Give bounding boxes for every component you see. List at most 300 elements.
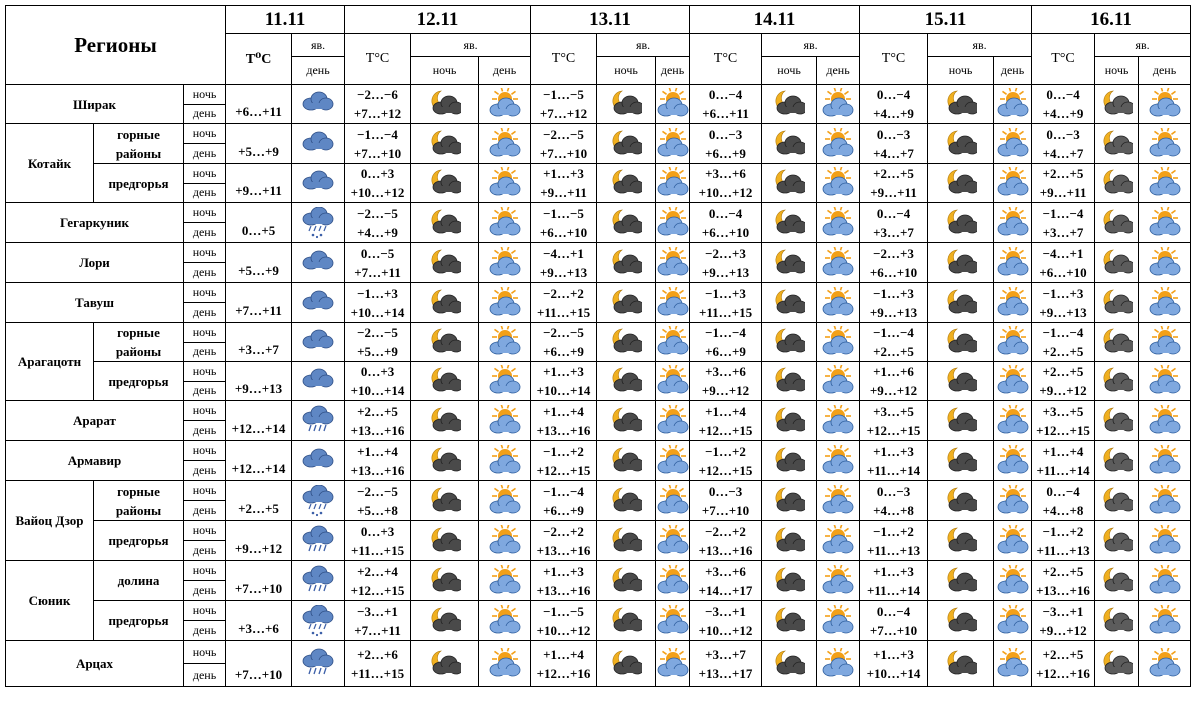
subregion-cell (94, 561, 184, 601)
moon-dark-cloud-icon (945, 365, 977, 397)
temp-night: +3…+7 (705, 646, 746, 662)
phen-night-cell (762, 243, 817, 283)
temp-cell (345, 164, 411, 203)
moon-dark-cloud-icon (773, 525, 805, 557)
phen-day-cell (817, 401, 860, 441)
temp-cell (690, 481, 762, 521)
period-night-label: ночь (192, 126, 217, 140)
temp-cell (860, 323, 928, 362)
period-night-label: ночь (192, 403, 217, 417)
temp-night: −2…+3 (873, 245, 914, 261)
sun-cloud-icon (1149, 648, 1181, 680)
temp-cell (531, 441, 597, 481)
sun-cloud-icon (997, 525, 1029, 557)
temp-cell (531, 243, 597, 283)
moon-dark-cloud-icon (610, 525, 642, 557)
temp-night: −2…+2 (705, 523, 746, 539)
temp-cell (1032, 203, 1095, 243)
temp-day: +4…+9 (873, 106, 914, 121)
temp-cell (345, 283, 411, 323)
phen-night-cell (762, 85, 817, 124)
temp-night: 0…−4 (1046, 87, 1080, 102)
temp-night: 0…+3 (360, 364, 395, 379)
phen-cell-11 (292, 203, 345, 243)
phen-day-cell (479, 203, 531, 243)
temp-cell (860, 164, 928, 203)
period-day (184, 461, 226, 481)
temp-night: −2…−5 (357, 483, 398, 499)
period-day-label: день (192, 463, 217, 477)
period-day (184, 664, 226, 687)
forecast-row (6, 164, 1191, 184)
sun-cloud-icon (489, 565, 521, 597)
moon-dark-cloud-icon (945, 88, 977, 120)
phen-day-cell (994, 641, 1032, 687)
period-night-label: ночь (192, 483, 217, 497)
sun-cloud-icon (822, 207, 854, 239)
phen-night-cell (1095, 362, 1139, 401)
temp-cell (1032, 561, 1095, 601)
region-cell (6, 323, 94, 401)
temp-cell (345, 85, 411, 124)
sun-cloud-icon (822, 485, 854, 517)
temp-cell (1032, 164, 1095, 203)
sun-cloud-icon (822, 365, 854, 397)
phen-day-cell (479, 401, 531, 441)
temp-day: +7…+11 (354, 622, 401, 638)
sun-cloud-icon (657, 128, 689, 160)
temp-night: 0…+3 (360, 166, 395, 181)
phen-cell-11 (292, 362, 345, 401)
temp-day: +9…+12 (701, 383, 750, 398)
subregion-name: предгорья (108, 175, 169, 191)
phen-night-cell (1095, 124, 1139, 164)
temp-night: 0…−3 (708, 126, 743, 142)
temp-night: 0…−3 (1046, 126, 1080, 142)
phen-day-cell (479, 283, 531, 323)
temp-day: +7…+10 (234, 581, 283, 596)
region-name: Арагацотн (17, 354, 82, 369)
temp-cell (690, 283, 762, 323)
temp-day: +10…+14 (536, 383, 591, 398)
region-name: Гегаркуник (60, 215, 129, 230)
moon-dark-cloud-icon (610, 565, 642, 597)
temp-cell (860, 561, 928, 601)
phen-day-cell (817, 243, 860, 283)
sun-cloud-icon (822, 287, 854, 319)
phen-night-cell (928, 561, 994, 601)
phen-night-cell (928, 243, 994, 283)
temp-day: +5…+9 (238, 144, 279, 159)
period-day-label: день (192, 344, 217, 359)
temp-cell-11 (226, 401, 292, 441)
temp-day: +6…+9 (543, 502, 584, 518)
temp-day: +2…+5 (238, 501, 279, 516)
phen-night-cell (597, 481, 656, 521)
temp-day: +11…+14 (1036, 462, 1090, 478)
sun-cloud-icon (997, 207, 1029, 239)
subregion-name: горные районы (115, 483, 162, 518)
rain-icon (302, 405, 334, 437)
phen-cell-11 (292, 601, 345, 641)
moon-dark-cloud-icon (773, 605, 805, 637)
phen-day-cell (656, 243, 690, 283)
temp-night: −2…−5 (543, 325, 584, 340)
phen-night-cell (597, 283, 656, 323)
temp-night: −1…−5 (543, 205, 584, 221)
night-header-6: ночь (1095, 57, 1139, 85)
rain-snow-icon (302, 605, 334, 637)
phen-night-cell (1095, 601, 1139, 641)
sun-cloud-icon (1149, 287, 1181, 319)
subregion-name: предгорья (108, 613, 169, 628)
temp-cell (690, 85, 762, 124)
phen-day-cell (656, 362, 690, 401)
temp-day: +4…+7 (873, 145, 914, 161)
phen-day-cell (994, 164, 1032, 203)
temp-day: +5…+8 (357, 502, 398, 518)
forecast-row (6, 641, 1191, 664)
sun-cloud-icon (997, 326, 1029, 358)
moon-dark-cloud-icon (429, 648, 461, 680)
period-night-label: ночь (192, 644, 217, 659)
temp-day: +3…+7 (1042, 224, 1084, 240)
phen-day-cell (817, 641, 860, 687)
forecast-body (6, 6, 1191, 687)
temp-night: +1…+3 (873, 563, 914, 579)
temp-night: 0…−3 (708, 483, 743, 499)
temp-cell (345, 601, 411, 641)
moon-dark-cloud-icon (945, 605, 977, 637)
phen-day-cell (656, 323, 690, 362)
phen-night-cell (597, 85, 656, 124)
temp-cell (860, 601, 928, 641)
phen-day-cell (1139, 164, 1191, 203)
temp-day: +7…+12 (353, 106, 402, 121)
temp-day: +12…+14 (231, 421, 286, 436)
date-header-5: 15.11 (860, 6, 1032, 34)
moon-cloud-icon (1101, 648, 1133, 680)
temp-cell-11 (226, 164, 292, 203)
phen-day-cell (994, 85, 1032, 124)
sun-cloud-icon (489, 247, 521, 279)
phen-night-cell (1095, 243, 1139, 283)
temp-night: 0…+3 (360, 523, 395, 539)
subregion-cell (94, 323, 184, 362)
rain-snow-icon (302, 207, 334, 239)
phen-cell-11 (292, 323, 345, 362)
cloud-icon (302, 167, 334, 199)
night-header-4: ночь (762, 57, 817, 85)
sun-cloud-icon (657, 365, 689, 397)
period-day-label: день (192, 543, 217, 557)
temp-cell (1032, 243, 1095, 283)
temp-night: −1…+3 (873, 285, 914, 301)
rain-icon (302, 525, 334, 557)
phen-night-cell (762, 124, 817, 164)
temp-cell (345, 481, 411, 521)
subregion-name: долина (117, 573, 160, 588)
temp-cell (531, 641, 597, 687)
moon-dark-cloud-icon (429, 365, 461, 397)
temp-night: +1…+4 (543, 646, 584, 662)
temp-cell (345, 203, 411, 243)
temp-night: +1…+4 (543, 403, 584, 419)
phen-day-cell (656, 401, 690, 441)
day-header-5: день (994, 57, 1032, 85)
temp-header-6: T°C (1032, 34, 1095, 85)
sun-cloud-icon (489, 485, 521, 517)
temp-cell (345, 243, 411, 283)
temp-cell (690, 203, 762, 243)
phen-night-cell (928, 401, 994, 441)
moon-dark-cloud-icon (610, 326, 642, 358)
moon-dark-cloud-icon (610, 247, 642, 279)
phen-night-cell (928, 203, 994, 243)
temp-day: +7…+11 (235, 303, 282, 318)
moon-dark-cloud-icon (945, 207, 977, 239)
phen-day-cell (656, 441, 690, 481)
temp-night: −1…−4 (705, 325, 746, 340)
sun-cloud-icon (657, 88, 689, 120)
temp-cell (531, 124, 597, 164)
phen-day-cell (656, 521, 690, 561)
forecast-row (6, 203, 1191, 223)
phen-day-cell (817, 561, 860, 601)
moon-dark-cloud-icon (429, 445, 461, 477)
sun-cloud-icon (1149, 485, 1181, 517)
sun-cloud-icon (657, 648, 689, 680)
moon-cloud-icon (1101, 207, 1133, 239)
temp-night: −3…+1 (1042, 603, 1084, 619)
phen-night-cell (928, 283, 994, 323)
subregion-cell (94, 601, 184, 641)
phen-day-cell (1139, 561, 1191, 601)
temp-cell (1032, 601, 1095, 641)
temp-day: +9…+12 (869, 383, 918, 398)
temp-day: +13…+16 (536, 422, 591, 438)
phen-day-cell (994, 521, 1032, 561)
temp-cell (531, 323, 597, 362)
day-header-4: день (817, 57, 860, 85)
period-night-label: ночь (192, 443, 217, 457)
subregion-name: горные районы (115, 126, 162, 161)
temp-night: −1…−4 (1042, 205, 1084, 221)
temp-night: 0…−4 (708, 87, 743, 102)
period-night (184, 401, 226, 421)
region-cell (6, 85, 184, 124)
sun-cloud-icon (997, 167, 1029, 199)
temp-cell (345, 362, 411, 401)
phen-night-cell (597, 362, 656, 401)
temp-cell (531, 203, 597, 243)
period-day-label: день (192, 146, 217, 160)
phen-night-cell (411, 441, 479, 481)
phen-header-6: яв. (1095, 34, 1191, 57)
temp-day: +9…+11 (870, 185, 917, 200)
phen-night-cell (597, 401, 656, 441)
temp-cell (345, 124, 411, 164)
phen-day-cell (479, 601, 531, 641)
temp-day: +4…+9 (1042, 106, 1084, 121)
temp-cell (531, 164, 597, 203)
date-header-2: 12.11 (345, 6, 531, 34)
sun-cloud-icon (1149, 128, 1181, 160)
temp-day: +6…+9 (705, 145, 746, 161)
phen-night-cell (411, 164, 479, 203)
temp-cell (1032, 124, 1095, 164)
temp-day: +12…+16 (1036, 665, 1090, 681)
phen-day-cell (1139, 243, 1191, 283)
temp-day: +9…+12 (1039, 622, 1087, 638)
temp-day: +11…+15 (350, 665, 405, 681)
moon-dark-cloud-icon (610, 128, 642, 160)
temp-day: +6…+10 (539, 224, 588, 240)
phen-day-cell (1139, 203, 1191, 243)
phen-night-cell (1095, 641, 1139, 687)
sun-cloud-icon (489, 605, 521, 637)
region-cell (6, 441, 184, 481)
phen-day-cell (656, 124, 690, 164)
period-night-label: ночь (192, 603, 217, 617)
sun-cloud-icon (997, 605, 1029, 637)
phen-night-cell (1095, 283, 1139, 323)
moon-dark-cloud-icon (429, 88, 461, 120)
phen-night-cell (411, 243, 479, 283)
phen-day-cell (994, 441, 1032, 481)
temp-cell (690, 601, 762, 641)
temp-cell-11 (226, 561, 292, 601)
moon-dark-cloud-icon (945, 565, 977, 597)
phen-header-4: яв. (762, 34, 860, 57)
temp-night: +2…+5 (1042, 166, 1084, 181)
forecast-row (6, 441, 1191, 461)
phen-cell-11 (292, 441, 345, 481)
temp-day: +10…+14 (866, 665, 921, 681)
temp-night: −2…+2 (543, 285, 584, 301)
temp-cell (531, 521, 597, 561)
moon-dark-cloud-icon (945, 326, 977, 358)
sun-cloud-icon (822, 445, 854, 477)
temp-night: +2…+5 (1042, 563, 1084, 579)
temp-cell-11 (226, 323, 292, 362)
phen-night-cell (411, 323, 479, 362)
region-name: Арцах (75, 656, 114, 671)
moon-dark-cloud-icon (945, 167, 977, 199)
phen-night-cell (762, 203, 817, 243)
temp-night: +2…+4 (357, 563, 398, 579)
phen-night-cell (1095, 323, 1139, 362)
phen-day-cell (817, 85, 860, 124)
temp-night: −1…+3 (705, 285, 746, 301)
sun-cloud-icon (997, 405, 1029, 437)
temp-night: +2…+5 (1042, 364, 1084, 379)
phen-night-cell (762, 481, 817, 521)
period-day-label: день (192, 667, 217, 682)
region-cell (6, 124, 94, 203)
region-name: Тавуш (75, 295, 114, 310)
temp-night: −4…+1 (543, 245, 584, 261)
subregion-cell (94, 124, 184, 164)
sun-cloud-icon (657, 207, 689, 239)
sun-cloud-icon (822, 88, 854, 120)
sun-cloud-icon (1149, 167, 1181, 199)
temp-day: +6…+9 (543, 344, 584, 359)
phen-day-cell (817, 323, 860, 362)
sun-cloud-icon (489, 88, 521, 120)
phen-night-cell (762, 401, 817, 441)
region-name: Арарат (73, 413, 116, 428)
forecast-row (6, 243, 1191, 263)
phen-night-cell (928, 641, 994, 687)
period-day (184, 421, 226, 441)
phen-day-cell (817, 481, 860, 521)
moon-cloud-icon (1101, 565, 1133, 597)
temp-day: +13…+16 (698, 542, 753, 558)
phen-night-cell (762, 441, 817, 481)
temp-day: +3…+7 (873, 224, 914, 240)
temp-day: +4…+9 (357, 224, 398, 240)
forecast-row (6, 283, 1191, 303)
phen-header-3: яв. (597, 34, 690, 57)
date-header-1: 11.11 (226, 6, 345, 34)
phen-day-cell (994, 124, 1032, 164)
temp-day: +13…+16 (536, 582, 591, 598)
phen-day-cell (479, 441, 531, 481)
sun-cloud-icon (822, 648, 854, 680)
temp-day: +9…+11 (540, 185, 587, 200)
subregion-name: предгорья (108, 373, 169, 389)
regions-header: Регионы (6, 6, 226, 85)
sun-cloud-icon (1149, 445, 1181, 477)
sun-cloud-icon (1149, 326, 1181, 358)
temp-day: +9…+13 (869, 304, 918, 320)
moon-dark-cloud-icon (610, 405, 642, 437)
phen-night-cell (597, 164, 656, 203)
temp-day: 0…+5 (241, 223, 276, 238)
moon-dark-cloud-icon (773, 648, 805, 680)
moon-cloud-icon (1101, 365, 1133, 397)
phen-day-cell (817, 164, 860, 203)
sun-cloud-icon (489, 128, 521, 160)
temp-night: +1…+4 (357, 443, 398, 459)
phen-cell-11 (292, 521, 345, 561)
temp-day: +7…+10 (539, 145, 588, 161)
cloud-icon (302, 287, 334, 319)
moon-dark-cloud-icon (429, 405, 461, 437)
sun-cloud-icon (822, 605, 854, 637)
cloud-icon (302, 247, 334, 279)
forecast-table (5, 5, 1191, 687)
temp-cell (860, 283, 928, 323)
temp-night: −2…+2 (543, 523, 584, 539)
period-day (184, 223, 226, 243)
phen-night-cell (1095, 521, 1139, 561)
phen-night-cell (1095, 85, 1139, 124)
period-night (184, 283, 226, 303)
period-night (184, 243, 226, 263)
period-day-label: день (192, 423, 217, 437)
moon-dark-cloud-icon (429, 326, 461, 358)
phen-day-cell (479, 362, 531, 401)
sun-cloud-icon (822, 405, 854, 437)
temp-night: +3…+5 (1042, 403, 1084, 419)
temp-night: +3…+6 (705, 563, 746, 579)
temp-night: +3…+6 (705, 166, 746, 181)
sun-cloud-icon (1149, 405, 1181, 437)
temp-cell (1032, 323, 1095, 362)
temp-day: +10…+14 (350, 383, 405, 398)
